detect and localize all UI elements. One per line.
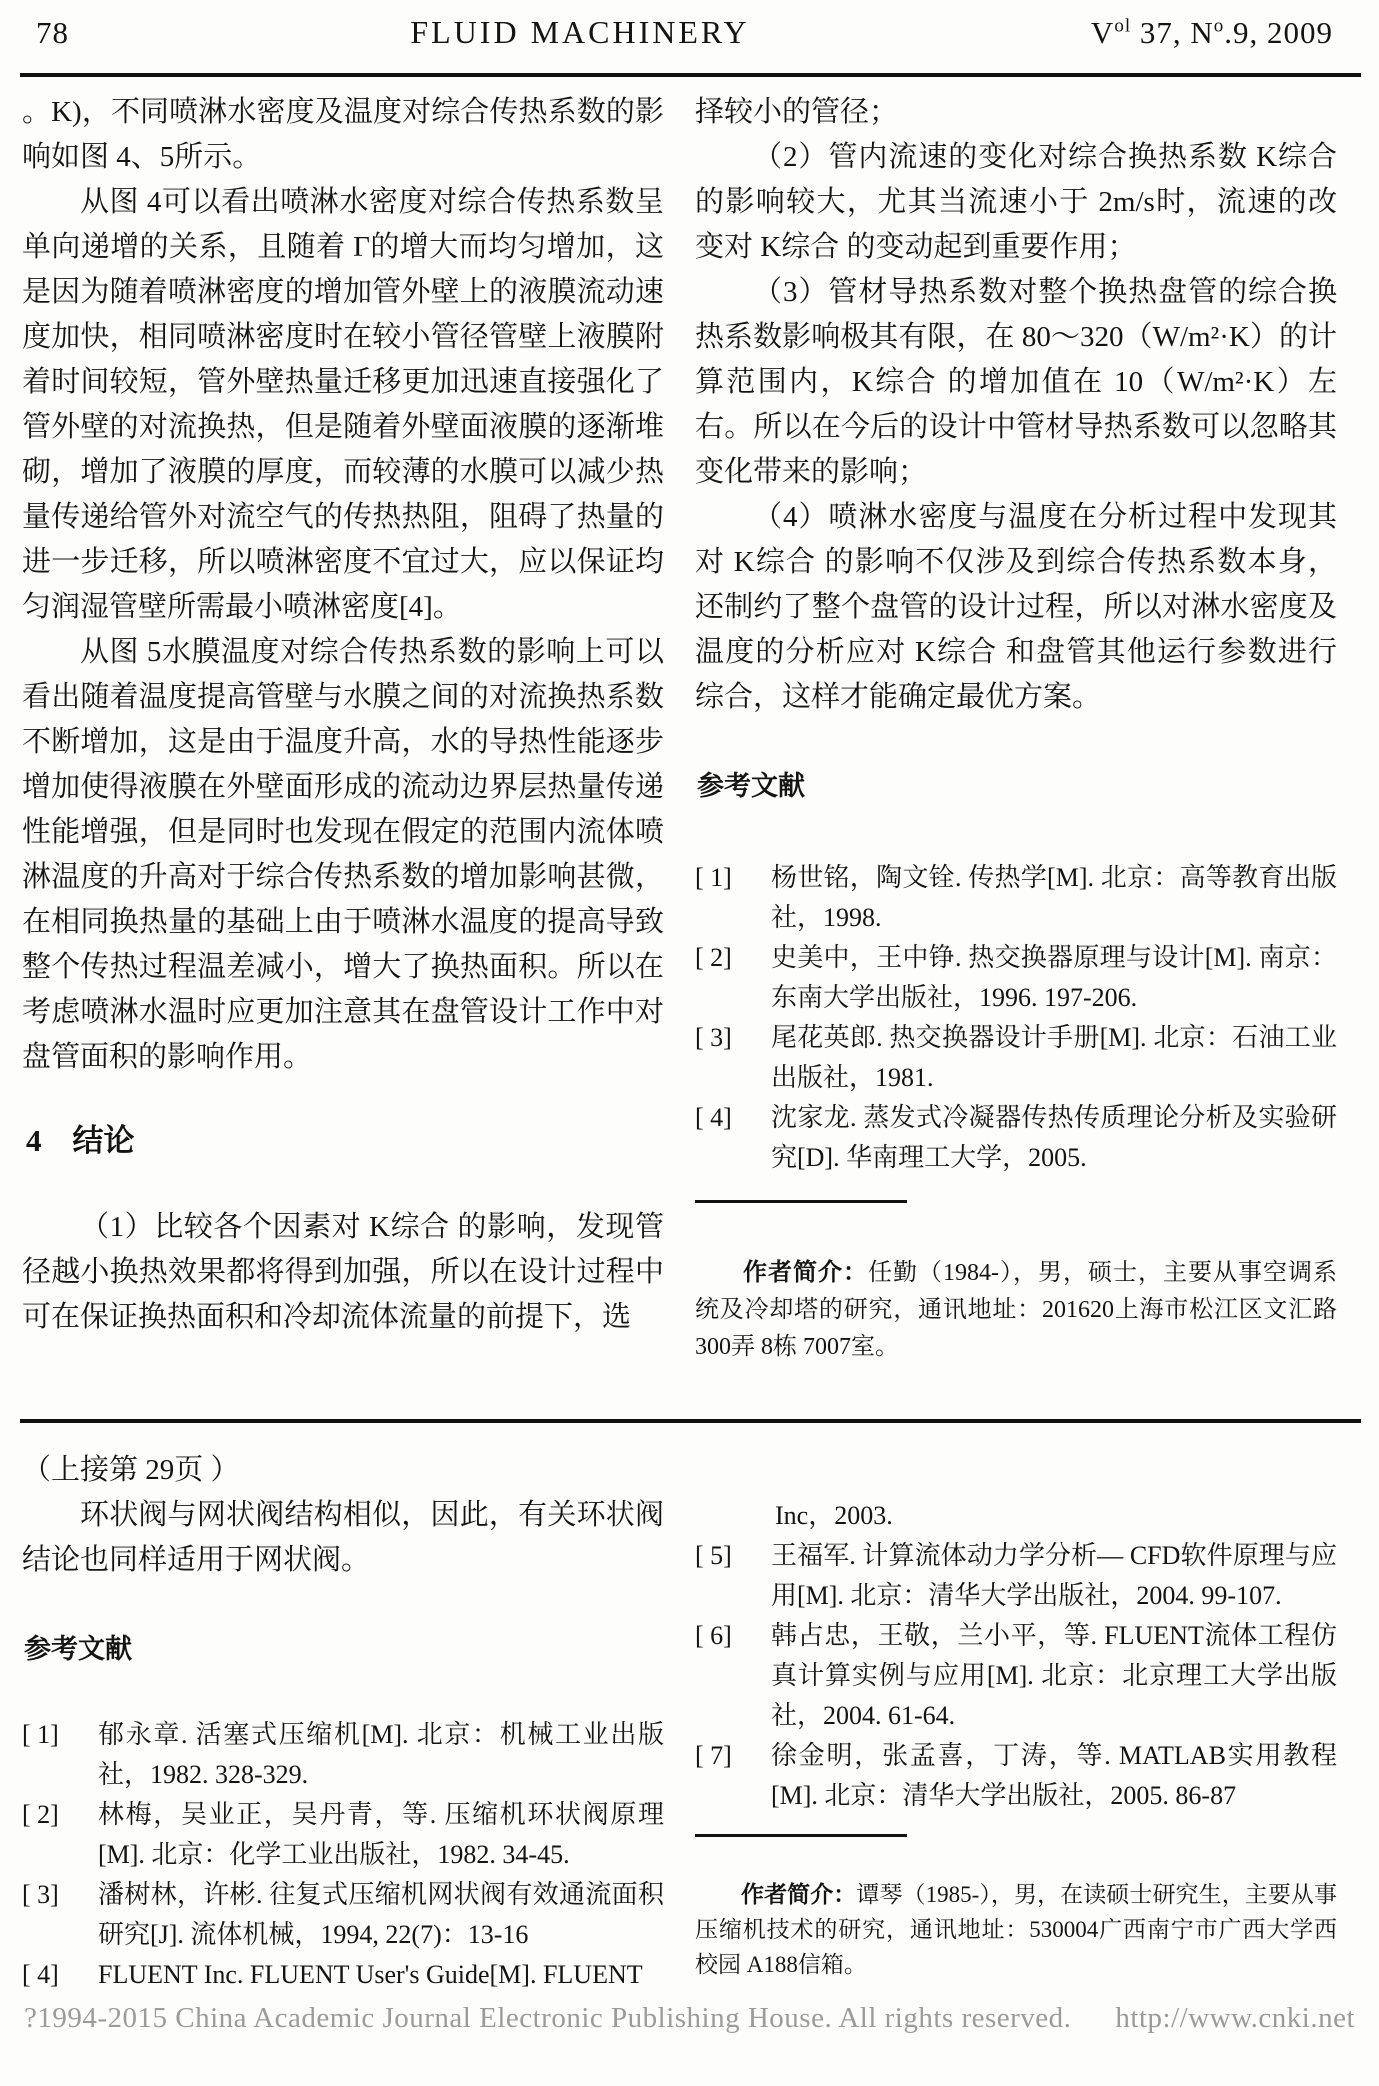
- article-divider: [20, 1419, 1361, 1423]
- reference-item: [22, 1955, 664, 1995]
- reference-text: 沈家龙. 蒸发式冷凝器传热传质理论分析及实验研究[D]. 华南理工大学，2005.: [771, 1103, 1337, 1172]
- author-bio-divider: [695, 1200, 907, 1203]
- reference-item: [695, 938, 1337, 1018]
- conclusion-paragraph: （1）比较各个因素对 K综合 的影响，发现管径越小换热效果都将得到加强，所以在设计过程中可在保证换热面积和冷却流体流量的前提下，选: [22, 1211, 664, 1333]
- reference-item: [695, 1736, 1337, 1816]
- reference-number: [ 2]: [22, 1800, 59, 1829]
- reference-list: [22, 1715, 664, 1995]
- body-paragraph: 环状阀与网状阀结构相似，因此，有关环状阀结论也同样适用于网状阀。: [22, 1499, 664, 1576]
- reference-carryover: Inc，2003.: [775, 1501, 893, 1530]
- author-bio-text: 任勤（1984-），男，硕士，主要从事空调系统及冷却塔的研究，通讯地址：201620上海市松江区文汇路 300弄 8栋 7007室。: [695, 1260, 1337, 1360]
- reference-text: 史美中，王中铮. 热交换器原理与设计[M]. 南京：东南大学出版社，1996. 197-206.: [771, 943, 1337, 1012]
- reference-number: [ 6]: [695, 1621, 732, 1650]
- reference-text: 杨世铭，陶文铨. 传热学[M]. 北京：高等教育出版社，1998.: [771, 863, 1337, 932]
- reference-text: 王福军. 计算流体动力学分析— CFD软件原理与应用[M]. 北京：清华大学出版社，2004. 99-107.: [771, 1541, 1337, 1610]
- author-bio-label: 作者简介：: [741, 1882, 857, 1907]
- reference-text: 韩占忠，王敬，兰小平，等. FLUENT流体工程仿真计算实例与应用[M]. 北京：北京理工大学出版社，2004. 61-64.: [771, 1621, 1337, 1730]
- conclusion-paragraph: （4）喷淋水密度与温度在分析过程中发现其对 K综合 的影响不仅涉及到综合传热系数本身，还制约了整个盘管的设计过程，所以对淋水密度及温度的分析应对 K综合 和盘管其他运行参数进行综合，这样才能确定最优方案。: [695, 501, 1337, 713]
- reference-number: [ 1]: [695, 863, 732, 892]
- reference-number: [ 4]: [22, 1960, 59, 1989]
- reference-number: [ 7]: [695, 1741, 732, 1770]
- copyright-text: ?1994-2015 China Academic Journal Electronic Publishing House. All rights reserved.: [23, 2002, 1072, 2034]
- continued-article-right-column: [695, 1496, 1337, 1982]
- page-number: 78: [36, 15, 69, 50]
- body-paragraph: 择较小的管径；: [695, 96, 899, 128]
- vol-num: 37,: [1131, 15, 1191, 50]
- vol-sup: ol: [1114, 15, 1132, 37]
- continuation-note: （上接第 29页 ）: [22, 1454, 240, 1486]
- cnki-url-link[interactable]: http://www.cnki.net: [1115, 2002, 1356, 2034]
- author-bio-divider: [695, 1834, 907, 1837]
- reference-number: [ 1]: [22, 1720, 59, 1749]
- reference-item: [695, 1018, 1337, 1098]
- reference-item: [695, 1536, 1337, 1616]
- reference-number: [ 4]: [695, 1103, 732, 1132]
- reference-text: FLUENT Inc. FLUENT User's Guide[M]. FLUENT: [98, 1960, 643, 1989]
- main-article-right-column: [695, 90, 1337, 1366]
- main-article-left-column: [22, 90, 664, 1340]
- page-header: [36, 14, 1333, 51]
- body-paragraph: 。K)，不同喷淋水密度及温度对综合传热系数的影响如图 4、5所示。: [22, 96, 664, 173]
- author-bio-text: 谭琴（1985-），男，在读硕士研究生，主要从事压缩机技术的研究，通讯地址：530004广西南宁市广西大学西校园 A188信箱。: [695, 1882, 1337, 1977]
- reference-list: [695, 1536, 1337, 1816]
- author-bio: [695, 1255, 1337, 1366]
- conclusion-paragraph: （2）管内流速的变化对综合换热系数 K综合 的影响较大，尤其当流速小于 2m/s时，流速的改变对 K综合 的变动起到重要作用；: [695, 141, 1337, 263]
- body-paragraph: 从图 5水膜温度对综合传热系数的影响上可以看出随着温度提高管壁与水膜之间的对流换热系数不断增加，这是由于温度升高，水的导热性能逐步增加使得液膜在外壁面形成的流动边界层热量传递性能增强，但是同时也发现在假定的范围内流体喷淋温度的升高对于综合传热系数的增加影响甚微，在相同换热量的基础上由于喷淋水温度的提高导致整个传热过程温差减小，增大了换热面积。所以在考虑喷淋水温时应更加注意其在盘管设计工作中对盘管面积的影响作用。: [22, 636, 664, 1073]
- reference-item: [22, 1875, 664, 1955]
- no-sup: o: [1213, 15, 1225, 37]
- author-bio-label: 作者简介：: [743, 1260, 868, 1286]
- reference-item: [22, 1795, 664, 1875]
- reference-text: 潘树林，许彬. 往复式压缩机网状阀有效通流面积研究[J]. 流体机械，1994, 22(7)：13-16: [98, 1880, 664, 1949]
- reference-item: [695, 1098, 1337, 1178]
- reference-text: 尾花英郎. 热交换器设计手册[M]. 北京：石油工业出版社，1981.: [771, 1023, 1337, 1092]
- reference-item: [695, 1616, 1337, 1736]
- author-bio: [695, 1877, 1337, 1982]
- vol-base: V: [1090, 15, 1115, 50]
- references-heading: 参考文献: [24, 1634, 132, 1664]
- continued-article-left-column: [22, 1448, 664, 1995]
- reference-text: 徐金明，张孟喜，丁涛，等. MATLAB实用教程[M]. 北京：清华大学出版社，2005. 86-87: [771, 1741, 1337, 1810]
- conclusion-section-heading: 4 结论: [26, 1123, 135, 1158]
- reference-text: 郁永章. 活塞式压缩机[M]. 北京：机械工业出版社，1982. 328-329.: [98, 1720, 664, 1789]
- reference-number: [ 3]: [22, 1880, 59, 1909]
- no-base: N: [1190, 15, 1214, 50]
- references-heading: 参考文献: [697, 771, 805, 801]
- header-divider: [20, 73, 1361, 77]
- volume-issue: [1091, 15, 1333, 51]
- reference-text: 林梅，吴业正，吴丹青，等. 压缩机环状阀原理[M]. 北京：化学工业出版社，1982. 34-45.: [98, 1800, 664, 1869]
- reference-list: [695, 858, 1337, 1178]
- page-footer: [0, 2002, 1379, 2035]
- body-paragraph: 从图 4可以看出喷淋水密度对综合传热系数呈单向递增的关系，且随着 Γ的增大而均匀增加，这是因为随着喷淋密度的增加管外壁上的液膜流动速度加快，相同喷淋密度时在较小管径管壁上液膜附着时间较短，管外壁热量迁移更加迅速直接强化了管外壁的对流换热，但是随着外壁面液膜的逐渐堆砌，增加了液膜的厚度，而较薄的水膜可以减少热量传递给管外对流空气的传热热阻，阻碍了热量的进一步迁移，所以喷淋密度不宜过大，应以保证均匀润湿管壁所需最小喷淋密度[4]。: [22, 186, 664, 623]
- reference-number: [ 3]: [695, 1023, 732, 1052]
- journal-title: FLUID MACHINERY: [410, 14, 750, 50]
- reference-number: [ 5]: [695, 1541, 732, 1570]
- reference-number: [ 2]: [695, 943, 732, 972]
- reference-item: [22, 1715, 664, 1795]
- conclusion-paragraph: （3）管材导热系数对整个换热盘管的综合换热系数影响极其有限，在 80～320（W/m²·K）的计算范围内，K综合 的增加值在 10（W/m²·K）左右。所以在今后的设计中管材导热系数可以忽略其变化带来的影响；: [695, 276, 1337, 488]
- reference-item: [695, 858, 1337, 938]
- no-num: .9, 2009: [1224, 15, 1333, 50]
